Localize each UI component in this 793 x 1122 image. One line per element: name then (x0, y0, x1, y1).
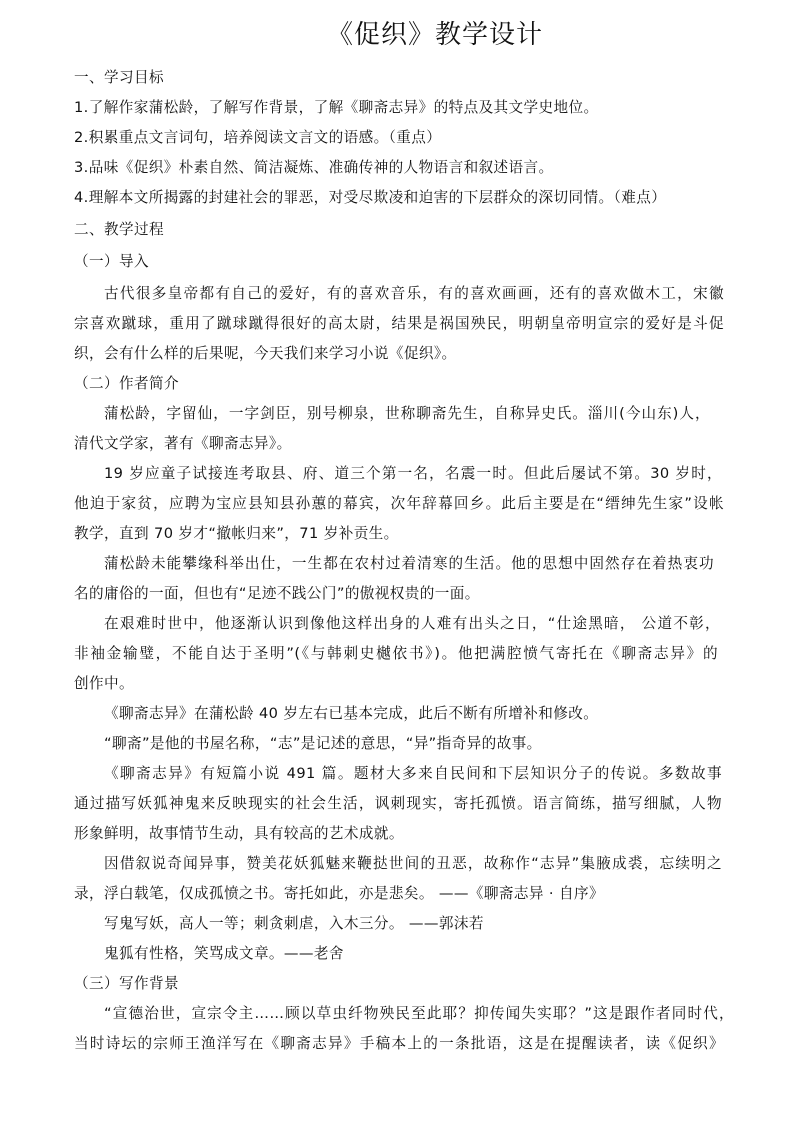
paragraph-line: 蒲松龄，字留仙，一字剑臣，别号柳泉，世称聊斋先生，自称异史氏。淄川(今山东)人， (104, 405, 710, 422)
paragraph-line: 非袖金输璧，不能自达于圣明”(《与韩刺史樾依书》)。他把满腔愤气寄托在《聊斋志异》的 (74, 645, 718, 662)
paragraph-line: 创作中。 (74, 675, 134, 692)
paragraph-line: 蒲松龄未能攀缘科举出仕，一生都在农村过着清寒的生活。他的思想中固然存在着热衷功 (104, 555, 714, 572)
paragraph-line: 在艰难时世中，他逐渐认识到像他这样出身的人难有出头之日，“仕途黑暗， 公道不彰， (104, 615, 720, 632)
paragraph-line: 《聊斋志异》有短篇小说 491 篇。题材大多来自民间和下层知识分子的传说。多数故事 (104, 765, 722, 782)
paragraph-line: 织，会有什么样的后果呢，今天我们来学习小说《促织》。 (74, 345, 457, 362)
subsection-heading-writing-background: （三）写作背景 (74, 975, 179, 992)
paragraph-line: 因借叙说奇闻异事，赞美花妖狐魅来鞭挞世间的丑恶，故称作“志异”集腋成裘，忘续明之 (104, 855, 722, 872)
paragraph-line: 形象鲜明，故事情节生动，具有较高的艺术成就。 (74, 825, 404, 842)
paragraph-line: 古代很多皇帝都有自己的爱好，有的喜欢音乐，有的喜欢画画，还有的喜欢做木工，宋徽 (104, 285, 724, 302)
subsection-heading-introduction: （一）导入 (74, 253, 149, 270)
paragraph-line: “宣德治世，宣宗令主……顾以草虫纤物殃民至此耶？抑传闻失实耶？”这是跟作者同时代， (104, 1005, 734, 1022)
paragraph-line: 名的庸俗的一面，但也有“足迹不践公门”的傲视权贵的一面。 (74, 585, 480, 602)
document-title: 《促织》教学设计 (326, 20, 543, 50)
paragraph-line: 当时诗坛的宗师王渔洋写在《聊斋志异》手稿本上的一条批语，这是在提醒读者，读《促织》 (74, 1035, 724, 1052)
goal-item: 3.品味《促织》朴素自然、简洁凝炼、准确传神的人物语言和叙述语言。 (74, 159, 554, 176)
paragraph-line: 宗喜欢蹴球，重用了蹴球蹴得很好的高太尉，结果是祸国殃民，明朝皇帝明宣宗的爱好是斗促 (74, 315, 724, 332)
goal-item: 4.理解本文所揭露的封建社会的罪恶，对受尽欺凌和迫害的下层群众的深切同情。（难点） (74, 189, 667, 206)
paragraph-line: 鬼狐有性格，笑骂成文章。——老舍 (104, 945, 344, 962)
subsection-heading-author-intro: （二）作者简介 (74, 375, 179, 392)
section-heading-learning-goals: 一、学习目标 (74, 69, 164, 86)
paragraph-line: 清代文学家，著有《聊斋志异》。 (74, 435, 292, 452)
paragraph-line: 《聊斋志异》在蒲松龄 40 岁左右已基本完成，此后不断有所增补和修改。 (104, 705, 599, 722)
paragraph-line: 19 岁应童子试接连考取县、府、道三个第一名，名震一时。但此后屡试不第。30 岁时， (104, 465, 722, 482)
paragraph-line: 写鬼写妖，高人一等；刺贪刺虐，入木三分。 ——郭沫若 (104, 915, 484, 932)
goal-item: 1.了解作家蒲松龄，了解写作背景，了解《聊斋志异》的特点及其文学史地位。 (74, 99, 599, 116)
section-heading-teaching-process: 二、教学过程 (74, 221, 164, 238)
paragraph-line: 录，浮白载笔，仅成孤愤之书。寄托如此，亦是悲矣。 ——《聊斋志异 · 自序》 (74, 885, 604, 902)
goal-item: 2.积累重点文言词句，培养阅读文言文的语感。（重点） (74, 129, 442, 146)
paragraph-line: “聊斋”是他的书屋名称，“志”是记述的意思，“异”指奇异的故事。 (104, 735, 542, 752)
paragraph-line: 通过描写妖狐神鬼来反映现实的社会生活，讽刺现实，寄托孤愤。语言简练，描写细腻，人物 (74, 795, 722, 812)
paragraph-line: 他迫于家贫，应聘为宝应县知县孙蕙的幕宾，次年辞幕回乡。此后主要是在“缙绅先生家”设帐 (74, 495, 724, 512)
paragraph-line: 教学，直到 70 岁才“撤帐归来”，71 岁补贡生。 (74, 525, 399, 542)
